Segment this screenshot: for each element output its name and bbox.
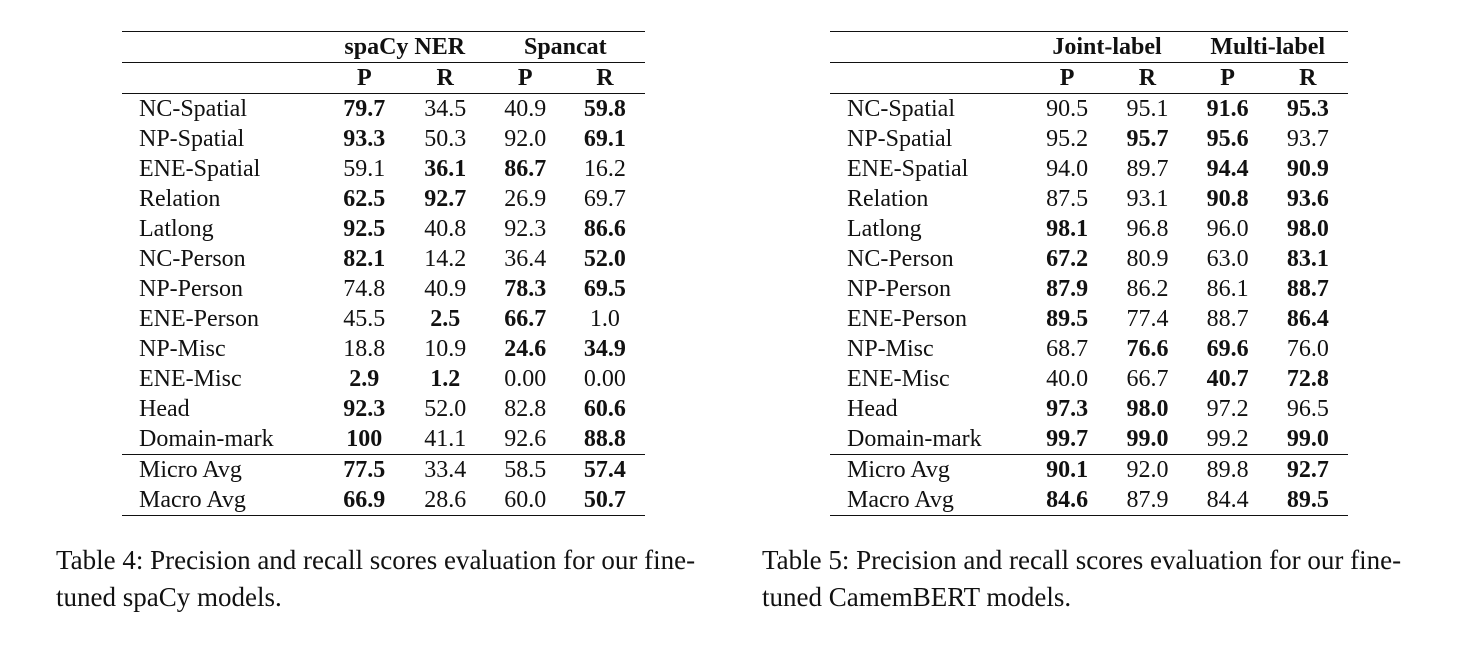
table-row	[830, 184, 1348, 214]
table-row	[122, 154, 645, 184]
sub-header-row	[830, 63, 1348, 94]
group-header-row	[830, 32, 1348, 63]
row-label: Relation	[139, 186, 221, 212]
value-cell: 78.3	[504, 276, 547, 302]
value-cell: 59.1	[343, 156, 386, 182]
group-header: spaCy NER	[344, 34, 466, 60]
value-cell: 96.0	[1206, 216, 1249, 242]
value-cell: 86.4	[1286, 306, 1329, 332]
group-header: Spancat	[523, 34, 607, 60]
table-row	[830, 394, 1348, 424]
value-cell: 96.5	[1286, 396, 1329, 422]
table-5-caption: Table 5: Precision and recall scores evaluation for our fine-tuned CamemBERT models.	[762, 545, 1402, 612]
row-label: Latlong	[847, 216, 922, 242]
value-cell: 50.3	[424, 126, 467, 152]
value-cell: 57.4	[583, 457, 626, 483]
value-cell: 40.8	[424, 216, 467, 242]
value-cell: 41.1	[424, 426, 467, 452]
sub-header: P	[356, 65, 372, 91]
value-cell: 63.0	[1206, 246, 1249, 272]
value-cell: 69.1	[583, 126, 626, 152]
row-label: Macro Avg	[847, 487, 954, 513]
row-label: ENE-Person	[139, 306, 259, 332]
table-row	[122, 214, 645, 244]
value-cell: 10.9	[424, 336, 467, 362]
value-cell: 34.9	[583, 336, 626, 362]
value-cell: 59.8	[583, 96, 626, 122]
table-row	[830, 244, 1348, 274]
row-label: ENE-Spatial	[139, 156, 261, 182]
table-body	[122, 94, 645, 455]
table-row	[830, 304, 1348, 334]
value-cell: 97.2	[1206, 396, 1249, 422]
row-label: Latlong	[139, 216, 214, 242]
value-cell: 66.7	[1126, 366, 1169, 392]
table-summary	[122, 455, 645, 516]
table-row	[830, 214, 1348, 244]
value-cell: 84.4	[1206, 487, 1249, 513]
value-cell: 1.2	[430, 366, 461, 392]
row-label: Domain-mark	[139, 426, 274, 452]
sub-header: P	[1059, 65, 1075, 91]
group-header: Joint-label	[1052, 34, 1162, 60]
table-row	[122, 394, 645, 424]
table-row	[830, 274, 1348, 304]
summary-row	[830, 485, 1348, 516]
value-cell: 95.2	[1046, 126, 1089, 152]
value-cell: 93.6	[1286, 186, 1329, 212]
empty-header-cell	[830, 32, 1027, 63]
sub-header: R	[596, 65, 614, 91]
summary-row	[122, 485, 645, 516]
value-cell: 1.0	[589, 306, 620, 332]
row-label: NP-Person	[139, 276, 244, 302]
row-label: NC-Spatial	[139, 96, 247, 122]
sub-header-row	[122, 63, 645, 94]
value-cell: 2.5	[430, 306, 461, 332]
value-cell: 76.0	[1286, 336, 1329, 362]
table-row	[122, 244, 645, 274]
value-cell: 95.6	[1206, 126, 1249, 152]
value-cell: 98.0	[1286, 216, 1329, 242]
value-cell: 94.0	[1046, 156, 1089, 182]
value-cell: 16.2	[583, 156, 626, 182]
value-cell: 97.3	[1046, 396, 1089, 422]
value-cell: 40.9	[504, 96, 547, 122]
value-cell: 36.4	[504, 246, 547, 272]
value-cell: 69.7	[583, 186, 626, 212]
value-cell: 45.5	[343, 306, 386, 332]
value-cell: 86.7	[504, 156, 547, 182]
table-row	[122, 364, 645, 394]
value-cell: 90.9	[1286, 156, 1329, 182]
value-cell: 33.4	[424, 457, 467, 483]
row-label: NC-Person	[847, 246, 954, 272]
sub-header: R	[436, 65, 454, 91]
value-cell: 96.8	[1126, 216, 1169, 242]
value-cell: 92.0	[504, 126, 547, 152]
value-cell: 98.1	[1046, 216, 1089, 242]
table-row	[122, 124, 645, 154]
value-cell: 99.7	[1046, 426, 1089, 452]
row-label: NC-Person	[139, 246, 246, 272]
value-cell: 99.0	[1126, 426, 1169, 452]
table-row	[830, 424, 1348, 455]
value-cell: 62.5	[343, 186, 386, 212]
value-cell: 74.8	[343, 276, 386, 302]
table-body	[830, 94, 1348, 455]
value-cell: 36.1	[424, 156, 467, 182]
value-cell: 88.7	[1206, 306, 1249, 332]
value-cell: 89.5	[1286, 487, 1329, 513]
value-cell: 93.7	[1286, 126, 1329, 152]
value-cell: 67.2	[1046, 246, 1089, 272]
value-cell: 92.5	[343, 216, 386, 242]
value-cell: 86.2	[1126, 276, 1169, 302]
value-cell: 90.5	[1046, 96, 1089, 122]
value-cell: 83.1	[1286, 246, 1329, 272]
row-label: NP-Misc	[139, 336, 226, 362]
sub-header: R	[1299, 65, 1317, 91]
table-row	[122, 424, 645, 455]
sub-header: R	[1138, 65, 1157, 91]
value-cell: 93.3	[343, 126, 386, 152]
value-cell: 95.1	[1126, 96, 1169, 122]
value-cell: 92.3	[504, 216, 547, 242]
value-cell: 28.6	[424, 487, 467, 513]
row-label: ENE-Misc	[847, 366, 950, 392]
value-cell: 99.0	[1286, 426, 1329, 452]
value-cell: 60.6	[583, 396, 626, 422]
value-cell: 88.8	[583, 426, 626, 452]
value-cell: 0.00	[504, 366, 547, 392]
value-cell: 87.5	[1046, 186, 1089, 212]
value-cell: 14.2	[424, 246, 467, 272]
value-cell: 87.9	[1126, 487, 1169, 513]
value-cell: 80.9	[1126, 246, 1169, 272]
row-label: Head	[847, 396, 898, 422]
row-label: NP-Misc	[847, 336, 934, 362]
row-label: NC-Spatial	[847, 96, 955, 122]
value-cell: 92.0	[1126, 457, 1169, 483]
empty-header-cell	[122, 63, 324, 94]
value-cell: 86.6	[583, 216, 626, 242]
value-cell: 58.5	[504, 457, 547, 483]
row-label: ENE-Person	[847, 306, 967, 332]
value-cell: 40.7	[1206, 366, 1249, 392]
value-cell: 92.7	[1286, 457, 1329, 483]
table-4	[122, 31, 645, 516]
table-row	[830, 334, 1348, 364]
value-cell: 92.7	[424, 186, 467, 212]
table-row	[830, 94, 1348, 125]
empty-header-cell	[830, 63, 1027, 94]
table-5	[830, 31, 1348, 516]
summary-row	[122, 455, 645, 486]
value-cell: 40.0	[1046, 366, 1089, 392]
value-cell: 86.1	[1206, 276, 1249, 302]
value-cell: 66.7	[504, 306, 547, 332]
table-row	[122, 274, 645, 304]
value-cell: 60.0	[504, 487, 547, 513]
value-cell: 82.1	[343, 246, 386, 272]
value-cell: 72.8	[1286, 366, 1329, 392]
value-cell: 91.6	[1206, 96, 1249, 122]
value-cell: 89.5	[1046, 306, 1089, 332]
value-cell: 92.6	[504, 426, 547, 452]
row-label: Micro Avg	[847, 457, 950, 483]
table-row	[830, 154, 1348, 184]
value-cell: 84.6	[1046, 487, 1089, 513]
row-label: ENE-Misc	[139, 366, 242, 392]
value-cell: 100	[346, 426, 383, 452]
table-row	[122, 334, 645, 364]
value-cell: 98.0	[1126, 396, 1169, 422]
value-cell: 95.3	[1286, 96, 1329, 122]
value-cell: 0.00	[583, 366, 626, 392]
table-row	[122, 184, 645, 214]
value-cell: 68.7	[1046, 336, 1089, 362]
value-cell: 90.8	[1206, 186, 1249, 212]
value-cell: 34.5	[424, 96, 467, 122]
row-label: ENE-Spatial	[847, 156, 969, 182]
value-cell: 89.8	[1206, 457, 1249, 483]
value-cell: 93.1	[1126, 186, 1169, 212]
value-cell: 79.7	[343, 96, 386, 122]
table-row	[830, 364, 1348, 394]
value-cell: 2.9	[349, 366, 380, 392]
row-label: Micro Avg	[139, 457, 242, 483]
row-label: Domain-mark	[847, 426, 982, 452]
row-label: Head	[139, 396, 190, 422]
value-cell: 24.6	[504, 336, 547, 362]
table-summary	[830, 455, 1348, 516]
value-cell: 82.8	[504, 396, 547, 422]
sub-header: P	[517, 65, 533, 91]
value-cell: 99.2	[1206, 426, 1249, 452]
table-5-container	[830, 31, 1348, 516]
table-row	[122, 94, 645, 125]
value-cell: 77.4	[1126, 306, 1169, 332]
value-cell: 77.5	[343, 457, 386, 483]
row-label: NP-Spatial	[847, 126, 953, 152]
value-cell: 26.9	[504, 186, 547, 212]
value-cell: 69.6	[1206, 336, 1249, 362]
table-row	[830, 124, 1348, 154]
value-cell: 94.4	[1206, 156, 1249, 182]
group-header-row	[122, 32, 645, 63]
row-label: NP-Spatial	[139, 126, 245, 152]
sub-header: P	[1220, 65, 1235, 91]
value-cell: 88.7	[1286, 276, 1329, 302]
value-cell: 50.7	[583, 487, 626, 513]
value-cell: 95.7	[1126, 126, 1169, 152]
value-cell: 92.3	[343, 396, 386, 422]
value-cell: 76.6	[1126, 336, 1169, 362]
value-cell: 40.9	[424, 276, 467, 302]
row-label: NP-Person	[847, 276, 952, 302]
empty-header-cell	[122, 32, 324, 63]
value-cell: 52.0	[424, 396, 467, 422]
summary-row	[830, 455, 1348, 486]
group-header: Multi-label	[1210, 34, 1326, 60]
value-cell: 52.0	[583, 246, 626, 272]
row-label: Relation	[847, 186, 929, 212]
value-cell: 69.5	[583, 276, 626, 302]
value-cell: 18.8	[343, 336, 386, 362]
table-row	[122, 304, 645, 334]
value-cell: 90.1	[1046, 457, 1089, 483]
value-cell: 89.7	[1126, 156, 1169, 182]
value-cell: 66.9	[343, 487, 386, 513]
row-label: Macro Avg	[139, 487, 246, 513]
value-cell: 87.9	[1046, 276, 1089, 302]
table-4-container	[122, 31, 645, 516]
table-4-caption: Table 4: Precision and recall scores evaluation for our fine-tuned spaCy models.	[56, 545, 696, 612]
